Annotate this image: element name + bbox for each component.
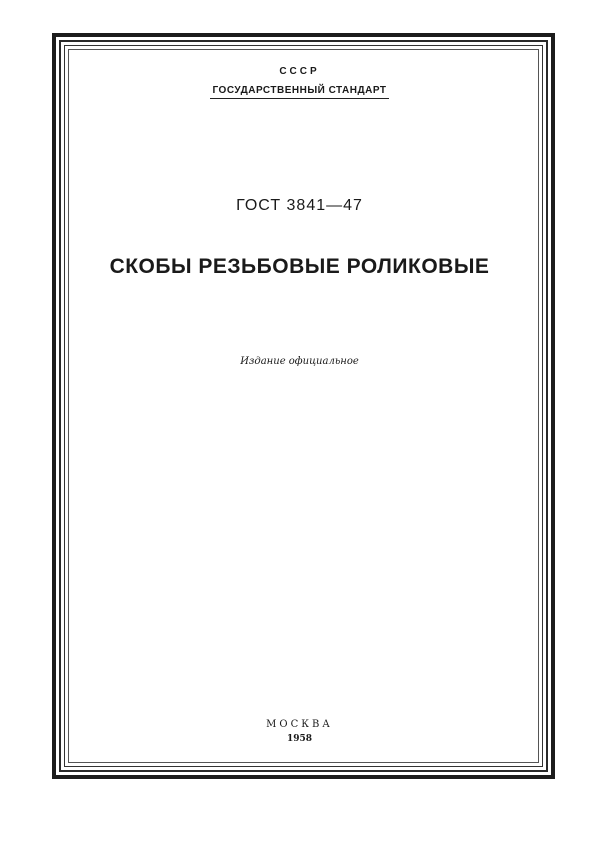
publication-year: 1958 — [286, 734, 313, 744]
header-block — [0, 66, 599, 99]
page-border-innermost — [68, 49, 539, 763]
document-title: СКОБЫ РЕЗЬБОВЫЕ РОЛИКОВЫЕ — [109, 255, 490, 278]
country-label: СССР — [279, 66, 320, 77]
publication-city: МОСКВА — [266, 719, 333, 730]
gost-number: ГОСТ 3841—47 — [236, 197, 363, 214]
standard-type-label: ГОСУДАРСТВЕННЫЙ СТАНДАРТ — [210, 85, 390, 99]
edition-note: Издание официальное — [240, 356, 359, 367]
